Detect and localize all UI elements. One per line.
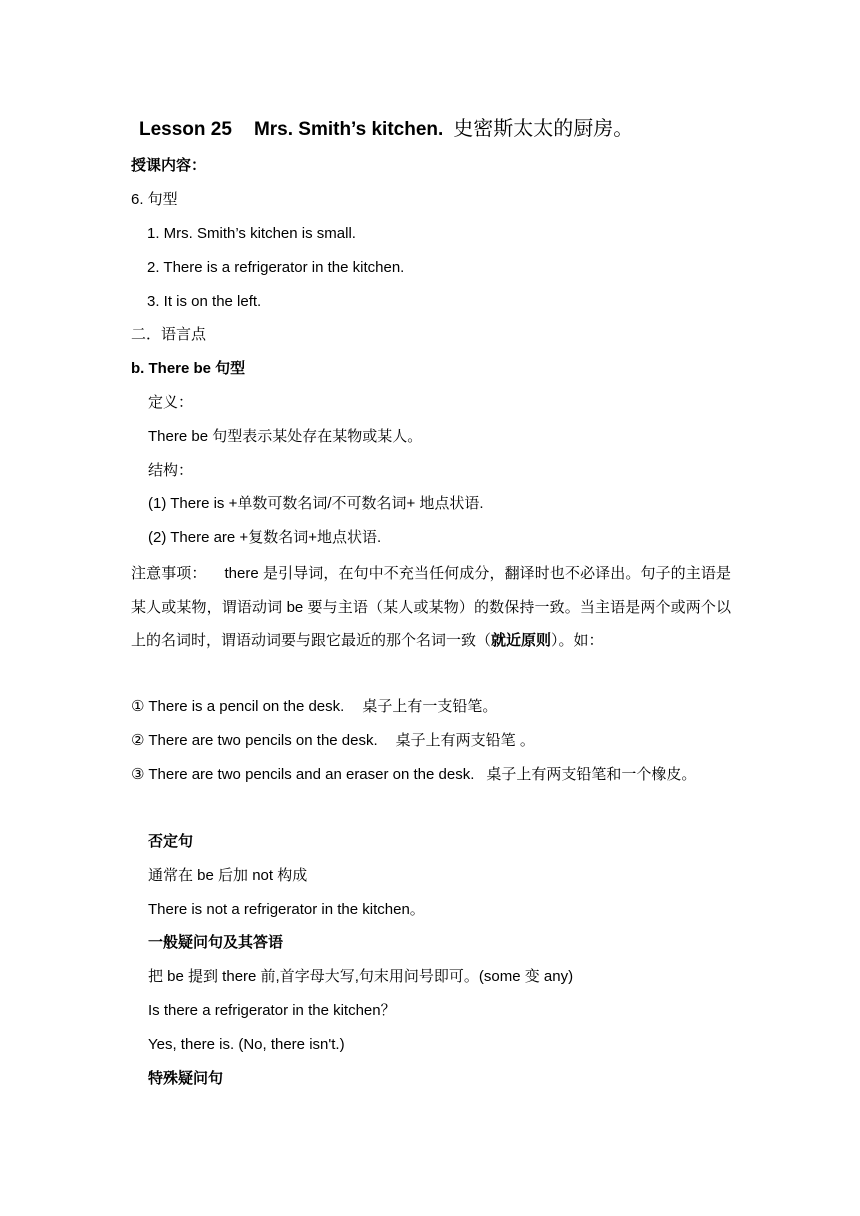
notes-paragraph [131,557,731,658]
notes-text-1: there 是引导词，在句中不充当任何成分，翻译时也不必译出。句子的主语是某人或某物，谓语动词 be 要与主语（某人或某物）的数保持一致。当主语是两个或两个以上的名词时，谓语动词要与跟它最近的那个名词一致（ [131,565,731,649]
negative-rule: 通常在 be 后加 not 构成 [148,867,308,884]
example-2-en: There are two pencils on the desk. [148,732,378,749]
notes-text-2: ）。如： [551,632,604,649]
structure-1: (1) There is +单数可数名词/不可数名词+ 地点状语. [148,495,484,512]
lesson-title-cn: 史密斯太太的厨房。 [453,118,634,140]
example-3 [131,758,731,792]
there-be-heading: b. There be 句型 [131,360,246,377]
section1-heading: 6. 句型 [131,191,178,208]
example-2 [131,731,535,751]
sentence-2: 2. There is a refrigerator in the kitchen. [147,259,405,276]
definition-text: There be 句型表示某处存在某物或某人。 [148,428,423,445]
example-2-mark: ② [131,732,145,749]
structure-2: (2) There are +复数名词+地点状语. [148,529,382,546]
question-rule: 把 be 提到 there 前,首字母大写,句末用问号即可。(some 变 any) [148,968,574,985]
lesson-number: Lesson 25 [139,119,232,140]
notes-bold-rule: 就近原则 [491,632,552,649]
example-3-mark: ③ [131,766,145,783]
lesson-title-en: Mrs. Smith’s kitchen. [253,119,444,140]
question-example: Is there a refrigerator in the kitchen？ [148,1002,396,1019]
example-1-en: There is a pencil on the desk. [148,698,345,715]
example-1-cn: 桌子上有一支铅笔。 [362,698,498,715]
sentence-3: 3. It is on the left. [147,293,262,310]
question-answer: Yes, there is. (No, there isn't.) [148,1036,345,1053]
definition-label: 定义： [148,394,194,411]
example-2-cn: 桌子上有两支铅笔 。 [395,732,535,749]
sentence-1: 1. Mrs. Smith’s kitchen is small. [147,225,356,242]
example-1-mark: ① [131,698,145,715]
structure-label: 结构： [148,462,194,479]
content-label: 授课内容： [131,157,207,174]
example-3-cn: 桌子上有两支铅笔和一个橡皮。 [486,766,697,783]
example-3-en: There are two pencils and an eraser on the desk. [148,766,475,783]
notes-label: 注意事项： [131,565,207,582]
lesson-title [139,116,633,143]
question-heading: 一般疑问句及其答语 [148,934,284,951]
example-1 [131,697,497,717]
section2-heading: 二．语言点 [131,326,207,343]
negative-heading: 否定句 [148,833,194,850]
special-question-heading: 特殊疑问句 [148,1070,224,1087]
negative-example: There is not a refrigerator in the kitchen。 [148,901,425,918]
